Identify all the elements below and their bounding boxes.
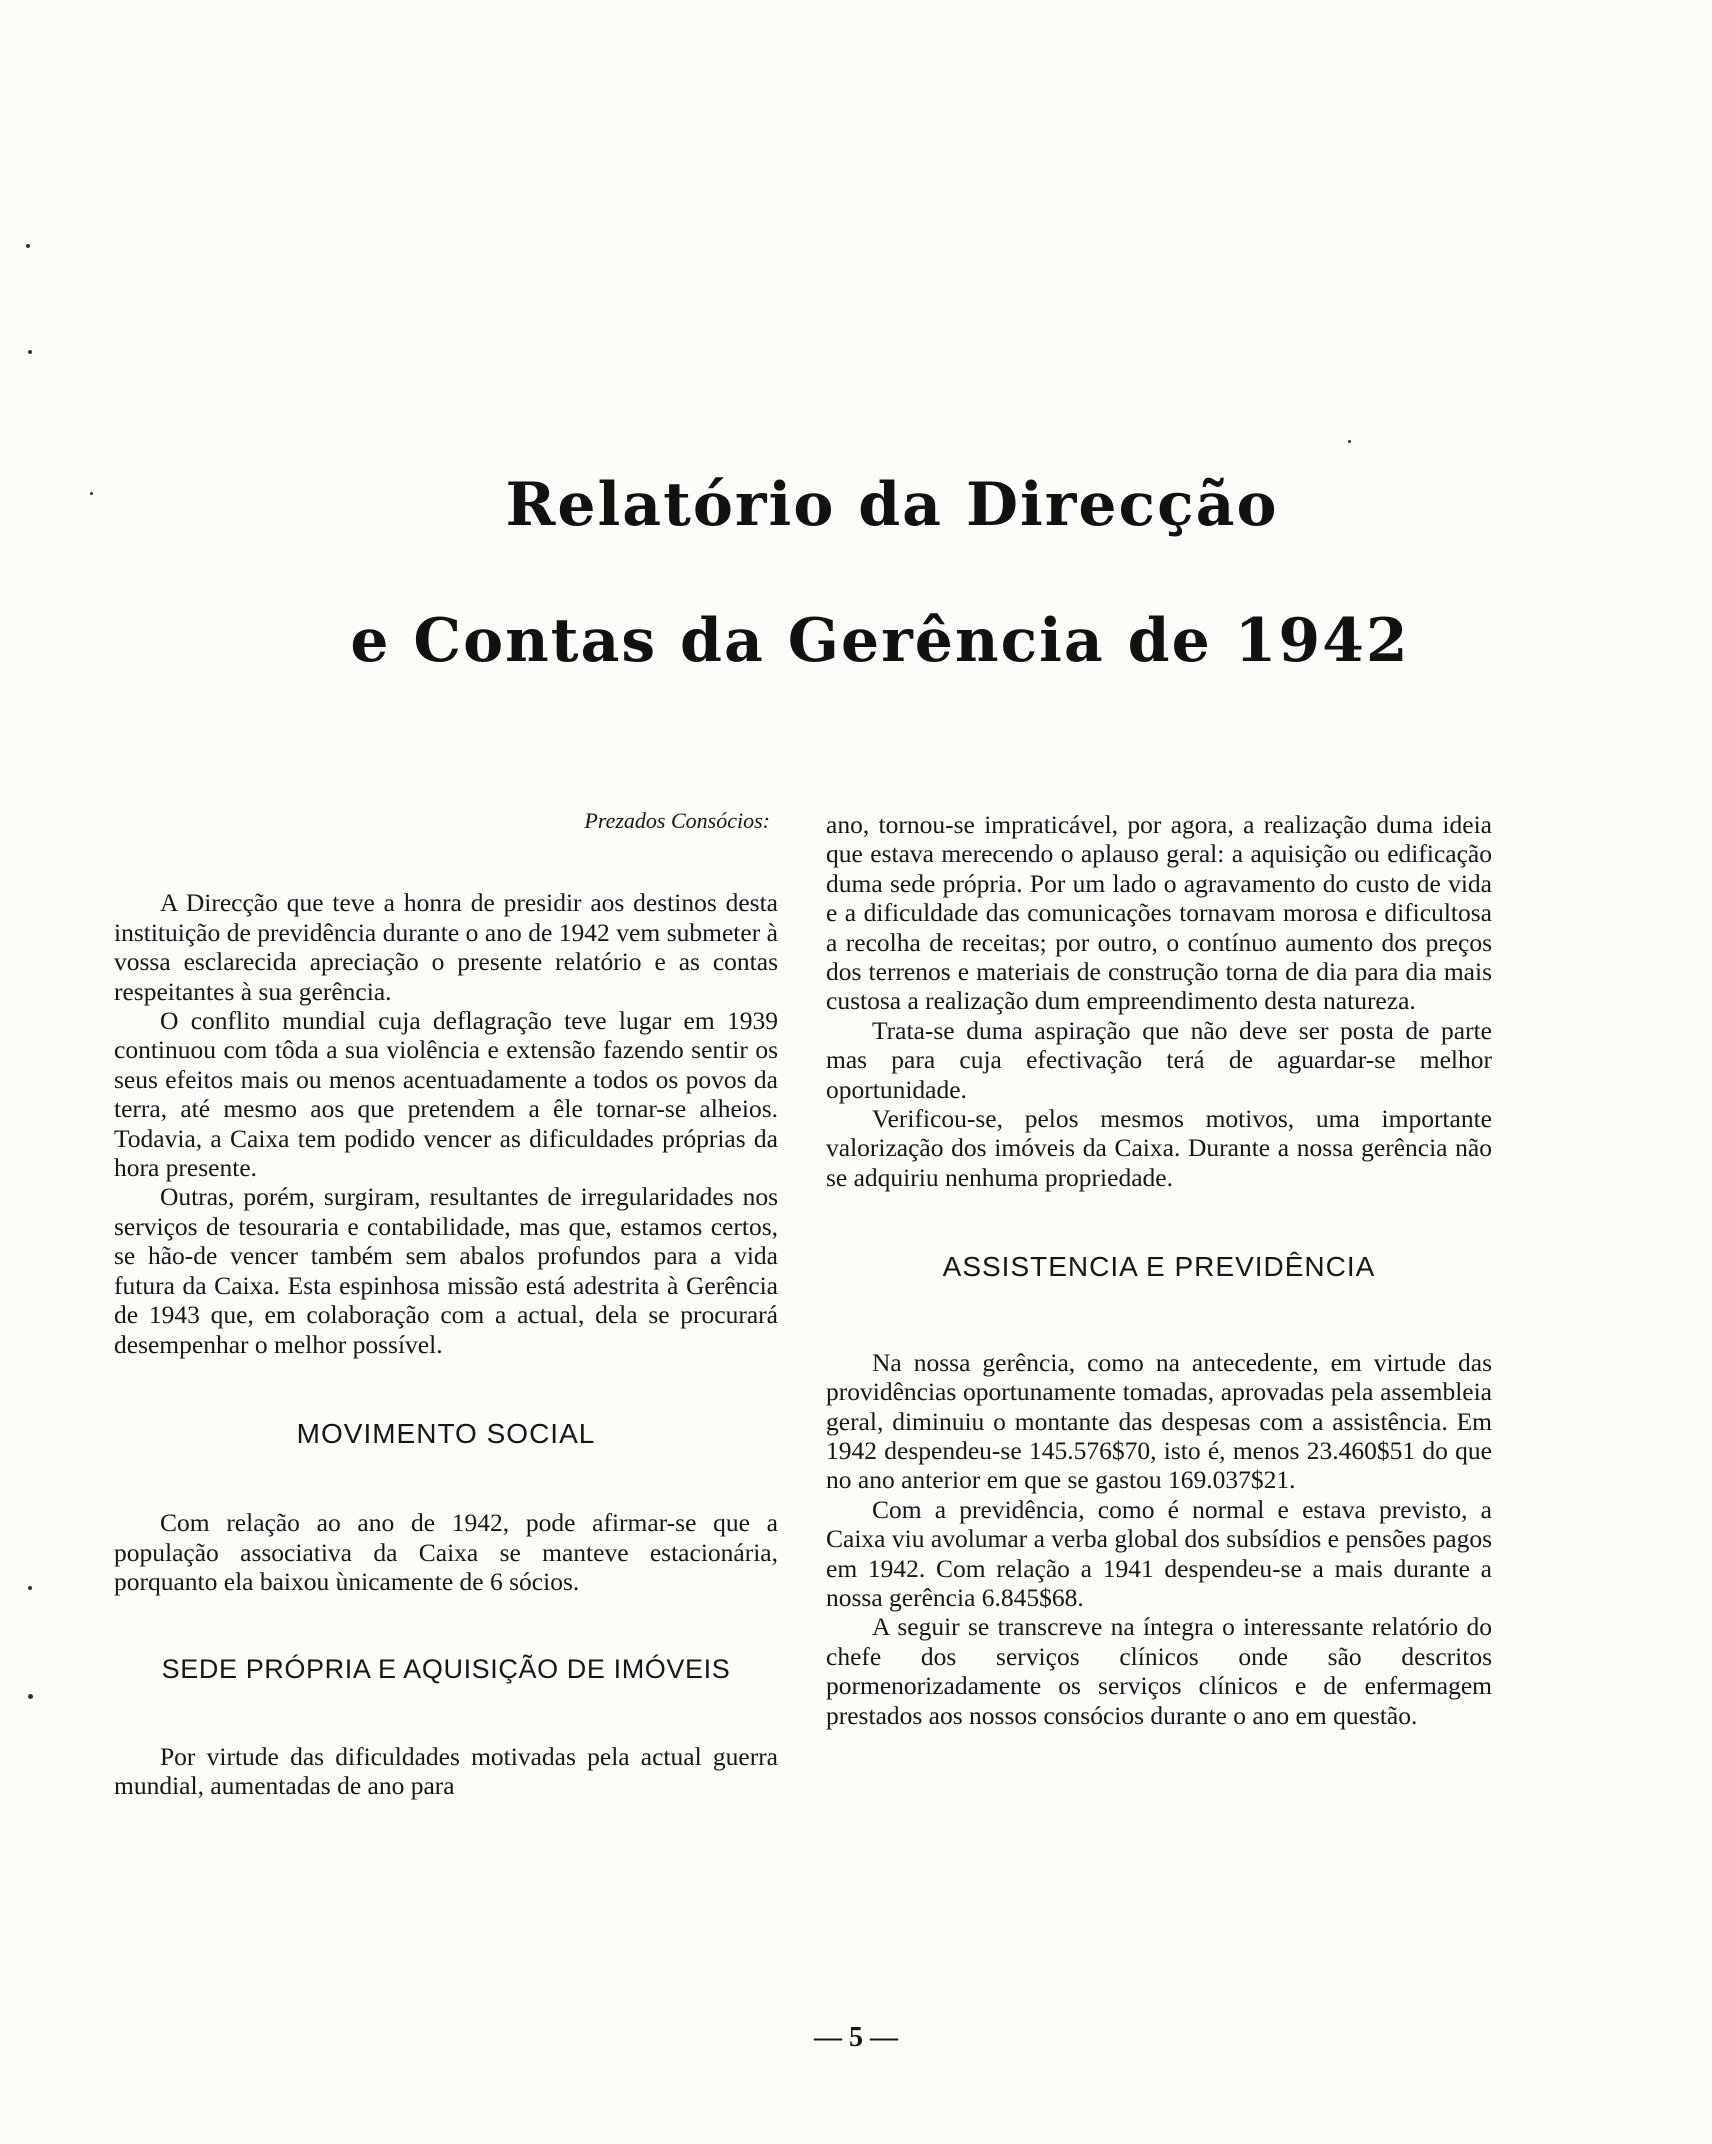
document-title-line-2: e Contas da Gerência de 1942	[350, 606, 1410, 676]
section-heading-movimento-social: MOVIMENTO SOCIAL	[296, 1417, 596, 1449]
left-column	[114, 806, 778, 1801]
assistencia-paragraph-1: Na nossa gerência, como na antecedente, em virtude das providências oportunamente tomadas, aprovadas pela assembleia geral, diminuiu o montante das despesas com a assistência. Em 1942 despendeu-se 145.576$70, isto é, menos 23.460$51 do que no ano anterior em que se gastou 169.037$21.	[826, 1347, 1492, 1495]
scan-speck	[28, 1694, 33, 1699]
page-number: — 5 —	[814, 2022, 898, 2053]
intro-paragraph-2: O conflito mundial cuja deflagração teve lugar em 1939 continuou com tôda a sua violência e extensão fazendo sentir os seus efeitos mais ou menos acentuadamente a todos os povos da terra, até mesmo aos que pretendem a êle tornar-se alheios. Todavia, a Caixa tem podido vencer as dificuldades próprias da hora presente.	[114, 1006, 778, 1183]
intro-paragraph-1: A Direcção que teve a honra de presidir aos destinos desta instituição de previdência durante o ano de 1942 vem submeter à vossa esclarecida apreciação o presente relatório e as contas respeitantes à sua gerência.	[114, 888, 778, 1006]
sede-paragraph-continuation: ano, tornou-se impraticável, por agora, a realização duma ideia que estava merecendo o aplauso geral: a aquisição ou edificação duma sede própria. Por um lado o agravamento do custo de vida e a dificuldade das comunicações tornavam morosa e dificultosa a recolha de receitas; por outro, o contínuo aumento dos preços dos terrenos e materiais de construção torna de dia para dia mais custosa a realização dum empreendimento desta natureza.	[826, 810, 1492, 1016]
section-heading-assistencia-previdencia: ASSISTENCIA E PREVIDÊNCIA	[942, 1251, 1376, 1283]
scan-speck	[1348, 440, 1351, 443]
assistencia-paragraph-3: A seguir se transcreve na íntegra o interessante relatório do chefe dos serviços clínicos onde são descritos pormenorizadamente os serviços clínicos e de enfermagem prestados aos nossos consócios durante o ano em questão.	[826, 1612, 1492, 1730]
document-title-line-1: Relatório da Direcção	[505, 470, 1279, 540]
intro-paragraph-3: Outras, porém, surgiram, resultantes de irregularidades nos serviços de tesouraria e contabilidade, mas que, estamos certos, se hão-de vencer também sem abalos profundos para a vida futura da Caixa. Esta espinhosa missão está adestrita à Gerência de 1943 que, em colaboração com a actual, dela se procurará desempenhar o melhor possível.	[114, 1182, 778, 1359]
right-column	[826, 810, 1492, 1730]
scan-speck	[28, 350, 32, 354]
sede-paragraph-2: Trata-se duma aspiração que não deve ser posta de parte mas para cuja efectivação terá de aguardar-se melhor oportunidade.	[826, 1015, 1492, 1104]
assistencia-paragraph-2: Com a previdência, como é normal e estava previsto, a Caixa viu avolumar a verba global dos subsídios e pensões pagos em 1942. Com relação a 1941 despendeu-se a mais durante a nossa gerência 6.845$68.	[826, 1494, 1492, 1612]
sede-paragraph-3: Verificou-se, pelos mesmos motivos, uma importante valorização dos imóveis da Caixa. Durante a nossa gerência não se adquiriu nenhuma propriedade.	[826, 1104, 1492, 1192]
scan-speck	[28, 1586, 32, 1590]
sede-paragraph-start: Por virtude das dificuldades motivadas pela actual guerra mundial, aumentadas de ano para	[114, 1741, 778, 1801]
movimento-paragraph: Com relação ao ano de 1942, pode afirmar-se que a população associativa da Caixa se manteve estacionária, porquanto ela baixou ùnicamente de 6 sócios.	[114, 1508, 778, 1597]
section-heading-sede-propria: SEDE PRÓPRIA E AQUISIÇÃO DE IMÓVEIS	[161, 1653, 731, 1684]
salutation: Prezados Consócios:	[584, 808, 770, 833]
scan-speck	[26, 244, 30, 248]
